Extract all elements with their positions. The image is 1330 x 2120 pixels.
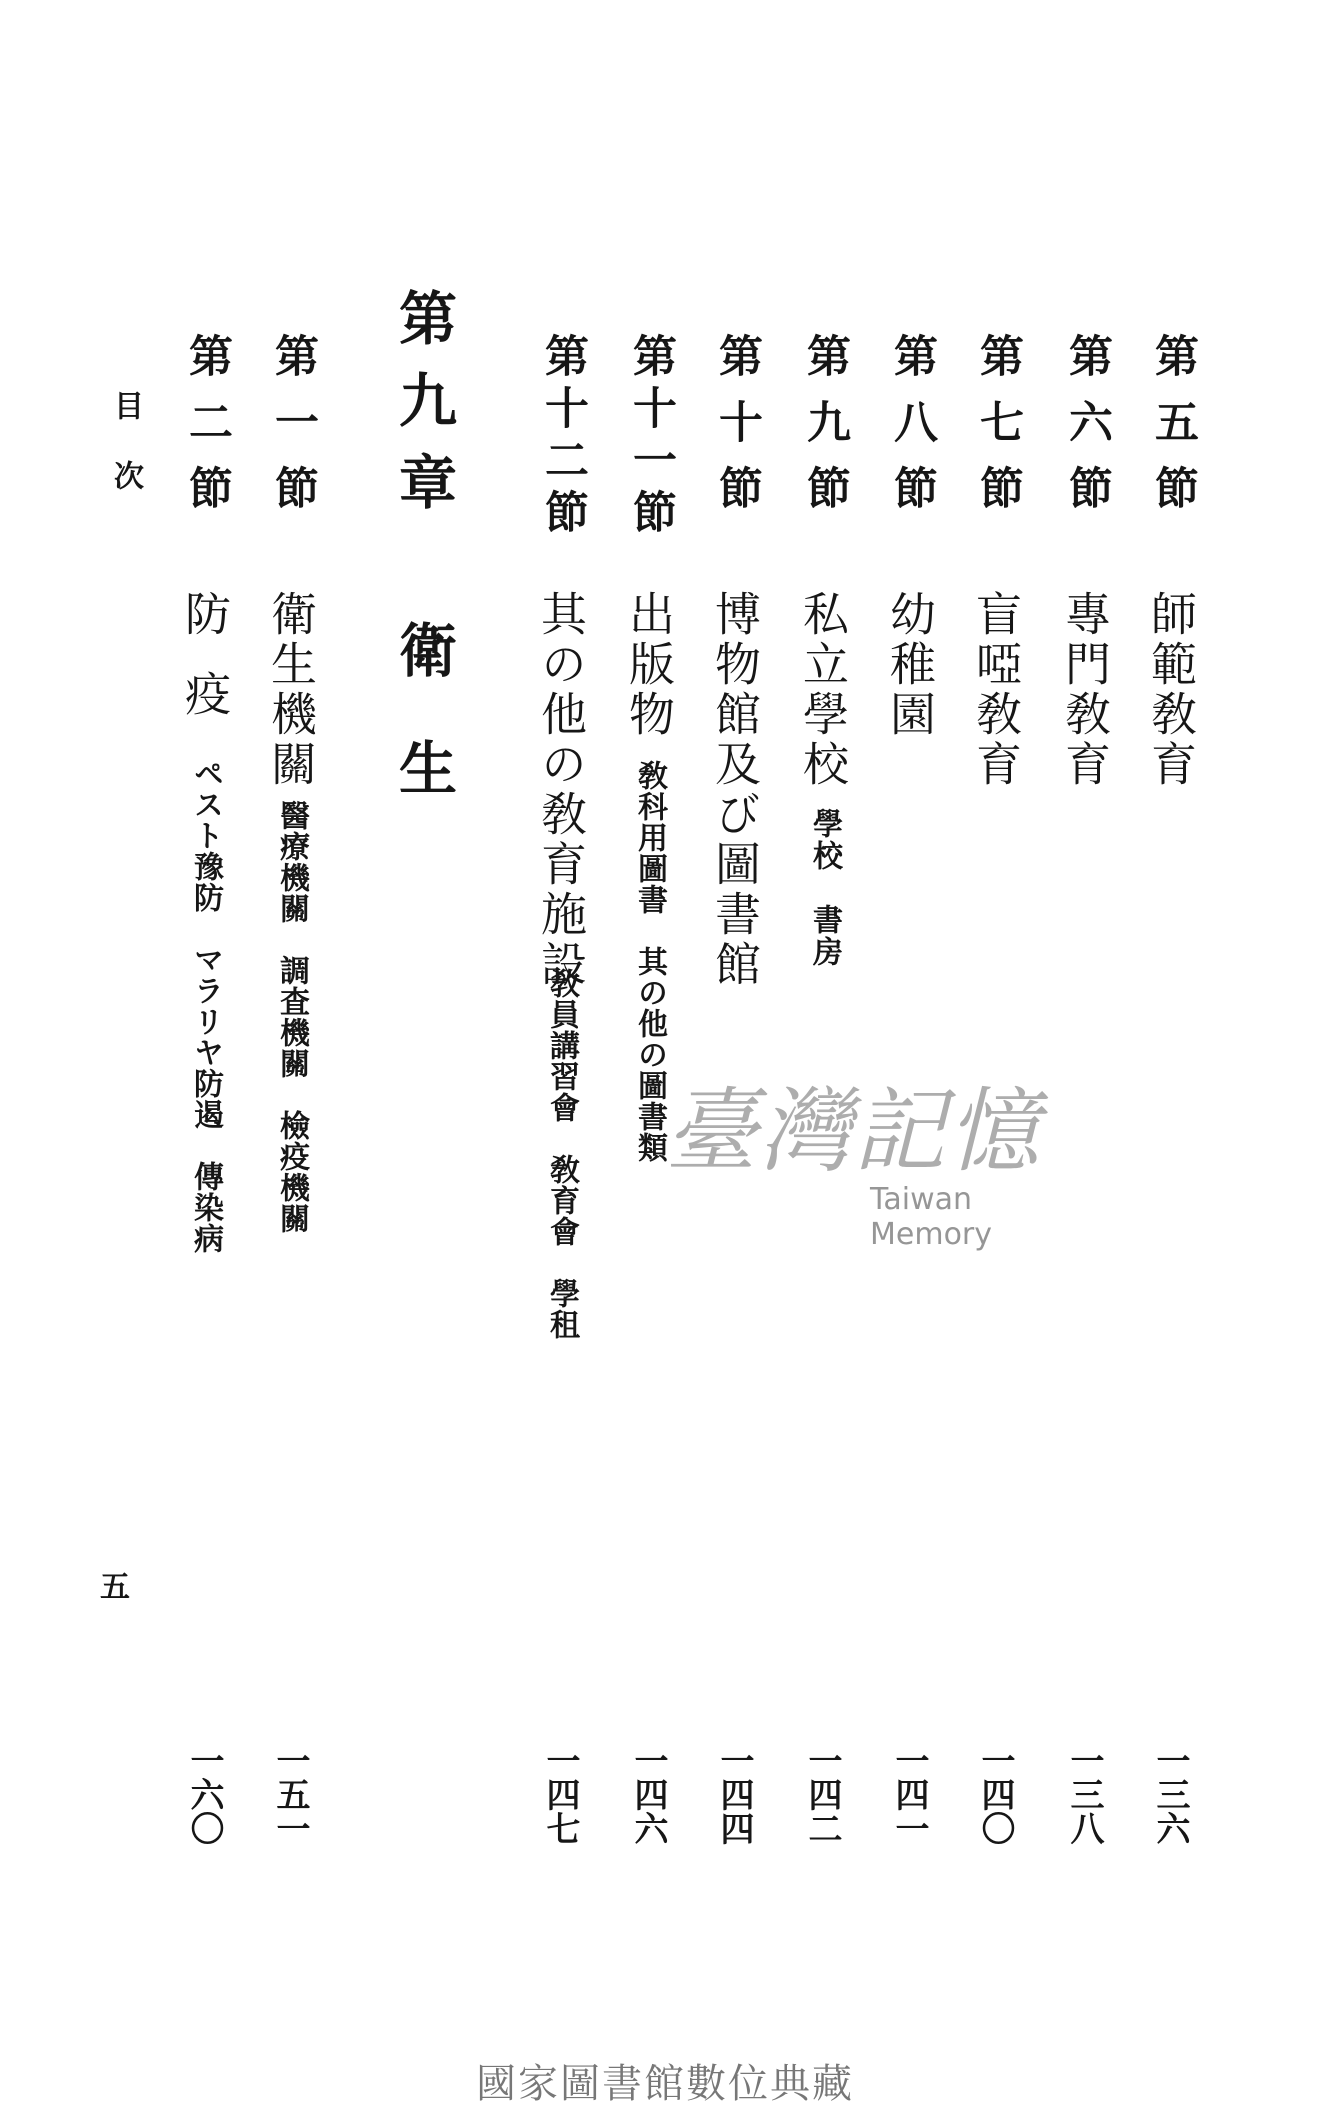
toc-section-label: 第八節 [886,333,937,531]
toc-section-title: 幼稚園 [883,590,937,740]
toc-subtopics: ペスト豫防 マラリヤ防遏 傳染病 [188,758,223,1254]
toc-section-label: 第九節 [799,333,850,531]
toc-page-number: 一六〇 [184,1743,224,1845]
toc-section-label: 第十節 [711,333,762,531]
taiwan-memory-watermark [665,1058,1095,1252]
toc-section-label: 第十一節 [625,333,676,541]
toc-page-number: 一四四 [714,1743,754,1845]
running-head: 目次 [108,390,143,530]
toc-subtopics: 學校 書房 [807,808,842,968]
chapter-title: 衛生 [389,620,457,856]
toc-subtopics: 敎員講習會 敎育會 學租 [544,968,579,1340]
toc-page-number: 一四一 [889,1743,929,1845]
toc-page-number: 一三六 [1150,1743,1190,1845]
toc-page-number: 一四七 [540,1743,580,1845]
toc-section-title: 私立學校 [796,590,850,790]
toc-section-title: 出版物 [622,590,676,740]
toc-section-label: 第六節 [1061,333,1112,531]
toc-section-title: 衛生機關 [264,590,318,790]
toc-page-number: 一四二 [802,1743,842,1845]
toc-section-title: 其の他の敎育施設 [534,590,588,990]
toc-page-number: 一五一 [270,1743,310,1845]
watermark-chinese-text: 臺灣記憶 [665,1078,1042,1185]
footer-credit: 國家圖書館數位典藏 [476,2061,854,2107]
toc-section-label: 第五節 [1147,333,1198,531]
toc-section-title: 專門敎育 [1058,590,1112,790]
toc-subtopics: 醫療機關 調査機關 檢疫機關 [274,800,309,1234]
toc-section-title: 博物館及び圖書館 [708,590,762,990]
toc-section-title: 師範敎育 [1144,590,1198,790]
toc-section-label: 第十二節 [537,333,588,541]
toc-subtopics: 敎科用圖書 其の他の圖書類 [632,760,667,1163]
toc-section-label: 第二節 [181,333,232,531]
toc-section-title: 盲啞敎育 [969,590,1023,790]
toc-section-title: 防疫 [178,590,232,750]
toc-section-label: 第七節 [972,333,1023,531]
toc-page-number: 一四〇 [975,1743,1015,1845]
toc-page-number: 一四六 [628,1743,668,1845]
toc-section-label: 第一節 [267,333,318,531]
chapter-label: 第九章 [389,288,457,534]
watermark-english-text: Taiwan Memory [870,1182,993,1252]
page-folio: 五 [100,1570,130,1605]
toc-page-number: 一三八 [1064,1743,1104,1845]
